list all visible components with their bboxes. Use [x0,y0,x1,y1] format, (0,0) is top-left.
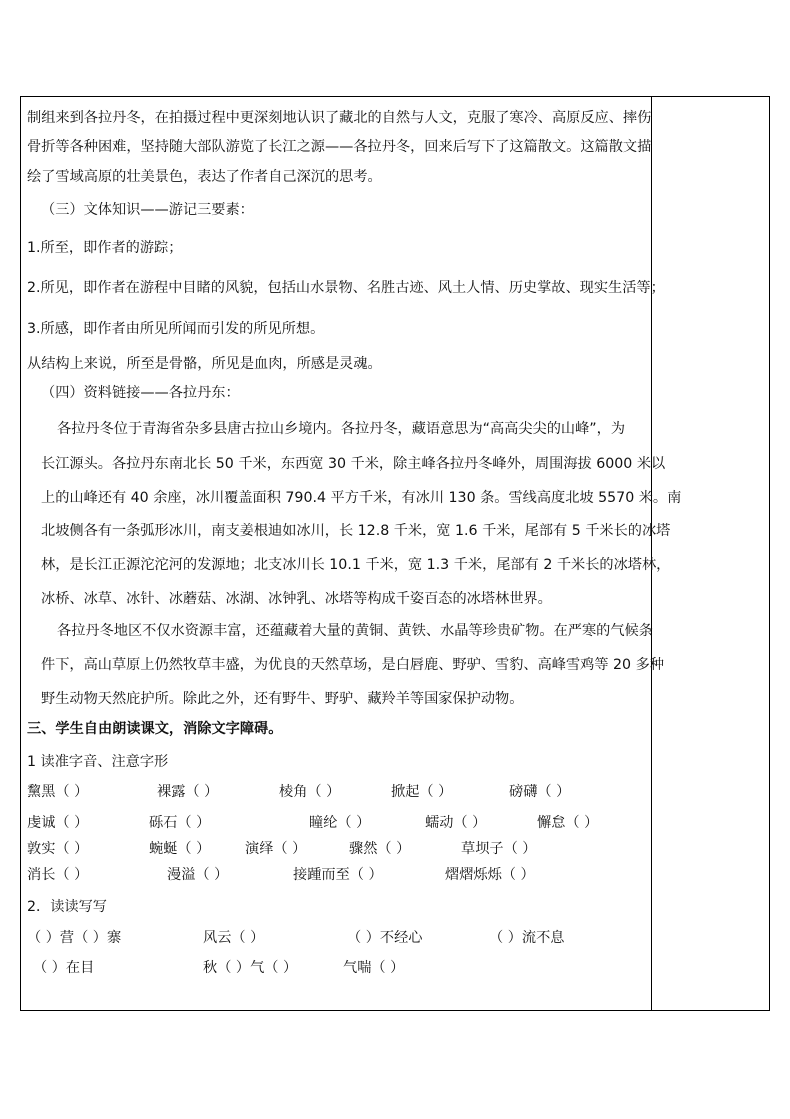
vocab-item: 砾石（ ） [149,815,211,831]
vocab-item: 漫溢（ ） [167,867,229,883]
vocab-item: 敦实（ ） [27,841,89,857]
vocab-item: 草坝子（ ） [461,841,537,857]
element-item: 2.所见，即作者在游程中目睹的风貌，包括山水景物、名胜古迹、风土人情、历史掌故、现实生活等； [27,280,665,296]
paragraph-line: 北坡侧各有一条弧形冰川，南支姜根迪如冰川，长 12.8 千米，宽 1.6 千米，尾部有 5 千米长的冰塔 [41,523,671,539]
vocab-item: 骤然（ ） [349,841,411,857]
paragraph-line: 长江源头。各拉丹东南北长 50 千米，东西宽 30 千米，除主峰各拉丹冬峰外，周围海拔 6000 米以 [41,456,666,472]
vocab-item: 熠熠烁烁（ ） [445,867,535,883]
vocab-item: 懈怠（ ） [537,815,599,831]
vocab-item: 演绎（ ） [245,841,307,857]
intro-line: 骨折等各种困难，坚持随大部队游览了长江之源——各拉丹冬，回来后写下了这篇散文。这篇散文描 [27,139,652,155]
write-row [27,927,647,947]
element-item: 1.所至，即作者的游踪； [27,240,183,256]
paragraph-line: 上的山峰还有 40 余座，冰川覆盖面积 790.4 平方千米，有冰川 130 条。雪线高度北坡 5570 米。南 [41,490,682,506]
write-row [27,957,647,977]
vocab-item: 磅礴（ ） [509,784,571,800]
task-heading: 1 读准字音、注意字形 [27,754,169,770]
paragraph-line: 野生动物天然庇护所。除此之外，还有野牛、野驴、藏羚羊等国家保护动物。 [41,691,524,707]
vocab-row [27,864,647,884]
vocab-item: 瞳纶（ ） [309,815,371,831]
part-heading: 三、学生自由朗读课文，消除文字障碍。 [27,721,283,737]
task-heading: 2．读读写写 [27,899,107,915]
structure-line: 从结构上来说，所至是骨骼，所见是血肉，所感是灵魂。 [27,356,382,372]
paragraph-line: 冰桥、冰草、冰针、冰蘑菇、冰湖、冰钟乳、冰塔等构成千姿百态的冰塔林世界。 [41,591,552,607]
vocab-item: 棱角（ ） [279,784,341,800]
write-item: 风云（ ） [203,930,265,946]
write-item: 秋（ ）气（ ） [203,960,298,976]
paragraph-line: 林，是长江正源沱沱河的发源地；北支冰川长 10.1 千米，宽 1.3 千米，尾部有 2 千米长的冰塔林， [41,557,671,573]
vocab-item: 掀起（ ） [391,784,453,800]
vocab-row [27,781,647,801]
paragraph-line: 各拉丹冬位于青海省杂多县唐古拉山乡境内。各拉丹冬，藏语意思为“高高尖尖的山峰”，为 [57,421,626,437]
paragraph-line: 件下，高山草原上仍然牧草丰盛，为优良的天然草场，是白唇鹿、野驴、雪豹、高峰雪鸡等 20 多种 [41,657,664,673]
vocab-item: 消长（ ） [27,867,89,883]
intro-line: 制组来到各拉丹冬，在拍摄过程中更深刻地认识了藏北的自然与人文，克服了寒冷、高原反应、摔伤 [27,110,652,126]
write-item: （ ）在目 [33,960,95,976]
vocab-item: 虔诚（ ） [27,815,89,831]
write-item: （ ）不经心 [347,930,423,946]
vocab-item: 黧黑（ ） [27,784,89,800]
write-item: （ ）营（ ）寨 [27,930,122,946]
vocab-item: 裸露（ ） [157,784,219,800]
vocab-item: 蜿蜒（ ） [149,841,211,857]
document-table [20,96,770,1011]
vocab-row [27,838,647,858]
vocab-item: 蠕动（ ） [425,815,487,831]
write-item: 气喘（ ） [343,960,405,976]
vocab-row [27,812,647,832]
write-item: （ ）流不息 [489,930,565,946]
section-heading: （四）资料链接——各拉丹东： [41,385,240,401]
vocab-item: 接踵而至（ ） [293,867,383,883]
intro-line: 绘了雪域高原的壮美景色，表达了作者自己深沉的思考。 [27,169,382,185]
section-heading: （三）文体知识——游记三要素： [41,202,254,218]
element-item: 3.所感，即作者由所见所闻而引发的所见所想。 [27,321,325,337]
paragraph-line: 各拉丹冬地区不仅水资源丰富，还蕴藏着大量的黄铜、黄铁、水晶等珍贵矿物。在严寒的气候条 [57,623,653,639]
